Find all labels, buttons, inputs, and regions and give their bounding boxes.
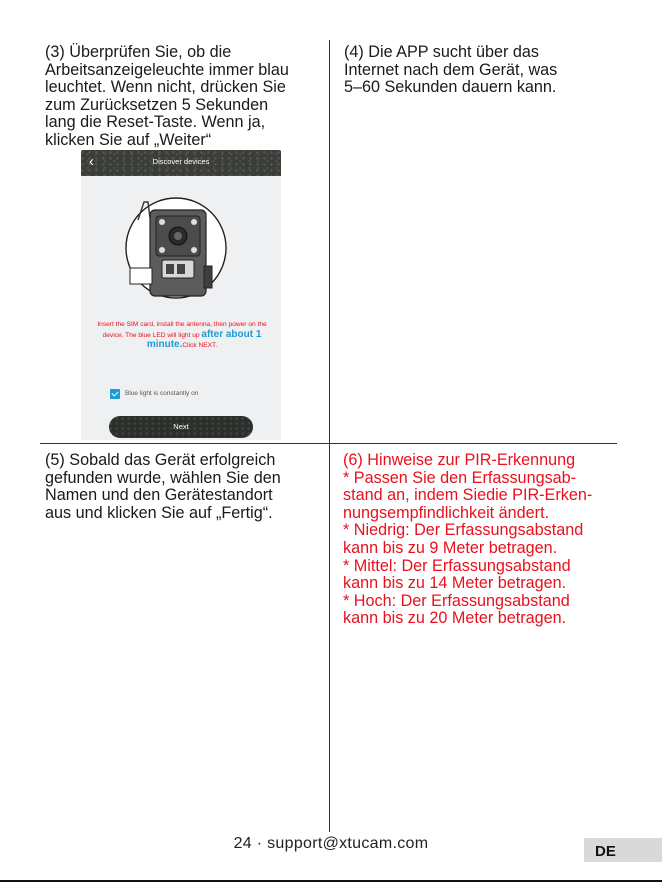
step-4-text: (4) Die APP sucht über das Internet nach dem Gerät, was 5–60 Sekunden dauern kann. — [344, 43, 558, 97]
step-4-text-block — [344, 44, 614, 97]
app-screen-title: Discover devices — [152, 157, 210, 166]
app-screenshot — [81, 150, 281, 440]
bottom-rule — [0, 880, 662, 882]
language-badge: DE — [584, 838, 662, 862]
app-instruction-text: Insert the SIM card, install the antenna, then power on the device. The blue LED will light up after about 1 minute.Click NEXT. — [97, 321, 267, 350]
camera-illustration-icon — [116, 190, 246, 315]
app-title-bar — [81, 150, 281, 176]
step-3-text: (3) Überprüfen Sie, ob die Arbeitsanzeigeleuchte immer blau leuchtet. Wenn nicht, drücken Sie zum Zurücksetzen 5 Sekunden lang die Reset-Taste. Wenn ja, klicken Sie auf „Weiter“ — [45, 43, 289, 149]
back-arrow-icon[interactable]: ‹ — [89, 153, 94, 170]
blue-light-checkbox-label: Blue light is constantly on — [125, 390, 199, 397]
next-button[interactable]: Next — [109, 416, 253, 438]
step-6-text: (6) Hinweise zur PIR-Erkennung * Passen Sie den Erfassungsab- stand an, indem Siedie PIR-Erken- nungsempfindlichkeit ändert. * Niedrig: Der Erfassungsabstand kann bis zu 9 Meter betragen. * Mittel: Der Erfassungsabstand kann bis zu 14 Meter betragen. * Hoch: Der Erfassungsabstand kann bis zu 20 Meter betragen. — [343, 451, 593, 628]
step-5-text-block — [45, 452, 327, 522]
step-5-text: (5) Sobald das Gerät erfolgreich gefunden wurde, wählen Sie den Namen und den Gerätestandort aus und klicken Sie auf „Fertig“. — [45, 451, 281, 522]
column-divider — [329, 40, 330, 832]
row-divider — [40, 443, 617, 444]
blue-light-checkbox[interactable] — [110, 389, 120, 399]
step-3-text-block — [45, 44, 327, 150]
page-footer: 24 · support@xtucam.com — [233, 835, 429, 852]
step-6-pir-notes — [343, 452, 623, 628]
